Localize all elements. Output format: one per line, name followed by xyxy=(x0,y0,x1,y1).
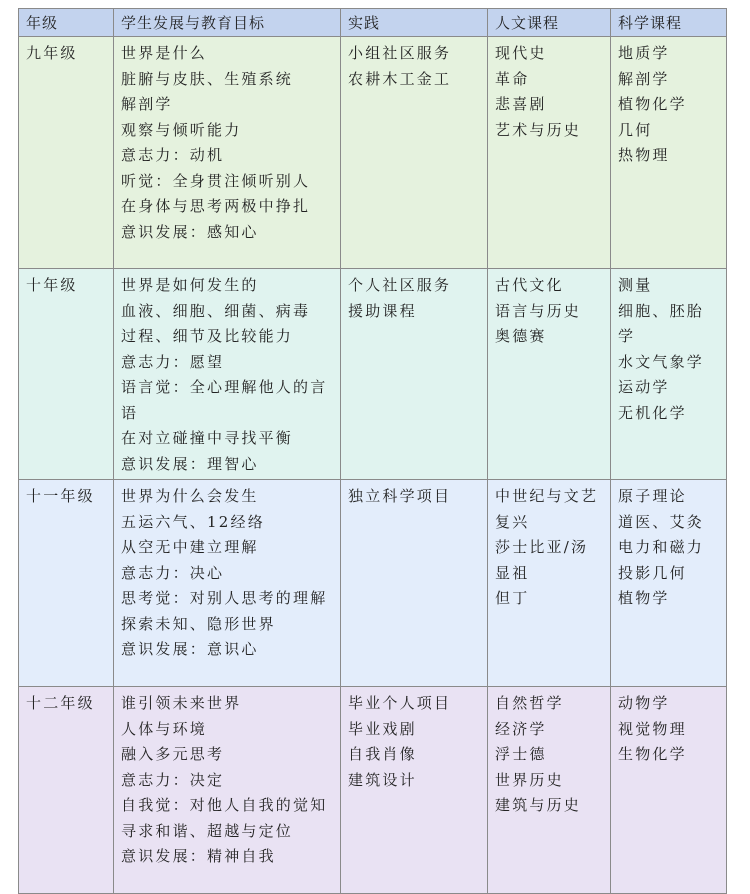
grade-label: 十一年级 xyxy=(26,487,95,505)
goal-item: 意识发展：感知心 xyxy=(121,222,259,241)
goal-item: 意志力：愿望 xyxy=(121,352,225,371)
science-item: 无机化学 xyxy=(618,403,687,422)
goal-item: 自我觉：对他人自我的觉知 xyxy=(121,796,328,814)
goals-cell xyxy=(114,480,341,687)
grade-cell xyxy=(19,480,114,687)
science-item: 原子理论 xyxy=(618,487,687,505)
grade-cell xyxy=(19,37,114,269)
table-row xyxy=(19,37,727,269)
goal-item: 人体与环境 xyxy=(121,719,208,738)
practice-cell xyxy=(341,687,488,894)
goal-item: 从空无中建立理解 xyxy=(121,538,259,556)
practice-item: 独立科学项目 xyxy=(348,487,452,505)
goal-item: 脏腑与皮肤、生殖系统 xyxy=(121,69,294,88)
goal-item: 探索未知、隐形世界 xyxy=(121,614,276,633)
humanities-item: 悲喜剧 xyxy=(495,95,547,113)
science-item: 生物化学 xyxy=(618,745,687,763)
goal-item: 世界为什么会发生 xyxy=(121,487,259,505)
practice-item: 援助课程 xyxy=(348,301,417,320)
science-item: 测量 xyxy=(618,276,653,294)
header-goals: 学生发展与教育目标 xyxy=(114,9,341,37)
goals-cell xyxy=(114,687,341,894)
goal-item: 在身体与思考两极中挣扎 xyxy=(121,197,311,215)
humanities-item: 现代史 xyxy=(495,44,547,62)
header-practice: 实践 xyxy=(341,9,488,37)
grade-cell xyxy=(19,687,114,894)
goal-item: 思考觉：对别人思考的理解 xyxy=(121,589,328,607)
practice-item: 农耕木工金工 xyxy=(348,69,452,88)
practice-cell xyxy=(341,269,488,480)
humanities-item: 浮士德 xyxy=(495,745,547,763)
goal-item: 意识发展：精神自我 xyxy=(121,847,276,865)
humanities-item: 艺术与历史 xyxy=(495,120,582,139)
goal-item: 语言觉：全心理解他人的言语 xyxy=(121,378,328,422)
grade-label: 十年级 xyxy=(26,276,78,294)
humanities-item: 建筑与历史 xyxy=(495,796,582,814)
practice-item: 毕业戏剧 xyxy=(348,719,417,738)
practice-item: 建筑设计 xyxy=(348,770,417,789)
science-cell xyxy=(611,269,727,480)
humanities-cell xyxy=(488,480,611,687)
practice-item: 个人社区服务 xyxy=(348,276,452,294)
goal-item: 观察与倾听能力 xyxy=(121,120,242,139)
humanities-item: 古代文化 xyxy=(495,276,564,294)
practice-item: 自我肖像 xyxy=(348,745,417,763)
science-item: 水文气象学 xyxy=(618,352,705,371)
grade-label: 十二年级 xyxy=(26,694,95,712)
science-cell xyxy=(611,480,727,687)
header-row xyxy=(19,9,727,37)
practice-cell xyxy=(341,480,488,687)
goal-item: 过程、细节及比较能力 xyxy=(121,327,294,345)
goals-cell xyxy=(114,269,341,480)
humanities-cell xyxy=(488,37,611,269)
goal-item: 寻求和谐、超越与定位 xyxy=(121,821,294,840)
table-row xyxy=(19,480,727,687)
table-row xyxy=(19,269,727,480)
goal-item: 世界是什么 xyxy=(121,44,208,62)
goal-item: 意志力：决定 xyxy=(121,770,225,789)
science-item: 运动学 xyxy=(618,378,670,396)
goal-item: 解剖学 xyxy=(121,95,173,113)
science-item: 视觉物理 xyxy=(618,719,687,738)
grade-cell xyxy=(19,269,114,480)
goal-item: 意志力：动机 xyxy=(121,146,225,164)
science-item: 几何 xyxy=(618,120,653,139)
goal-item: 意识发展：意识心 xyxy=(121,640,259,658)
header-grade: 年级 xyxy=(19,9,114,37)
science-item: 解剖学 xyxy=(618,69,670,88)
science-item: 道医、艾灸 xyxy=(618,512,705,531)
goal-item: 融入多元思考 xyxy=(121,745,225,763)
humanities-item: 革命 xyxy=(495,69,530,88)
goal-item: 在对立碰撞中寻找平衡 xyxy=(121,429,294,447)
humanities-cell xyxy=(488,687,611,894)
humanities-item: 语言与历史 xyxy=(495,301,582,320)
practice-cell xyxy=(341,37,488,269)
goal-item: 血液、细胞、细菌、病毒 xyxy=(121,301,311,320)
science-item: 植物学 xyxy=(618,589,670,607)
goal-item: 谁引领未来世界 xyxy=(121,694,242,712)
science-cell xyxy=(611,687,727,894)
humanities-item: 世界历史 xyxy=(495,770,564,789)
header-science: 科学课程 xyxy=(611,9,727,37)
goal-item: 世界是如何发生的 xyxy=(121,276,259,294)
curriculum-table-container xyxy=(18,8,726,894)
humanities-item: 奥德赛 xyxy=(495,327,547,345)
science-cell xyxy=(611,37,727,269)
table-row xyxy=(19,687,727,894)
goals-cell xyxy=(114,37,341,269)
humanities-item: 但丁 xyxy=(495,589,530,607)
science-item: 投影几何 xyxy=(618,563,687,582)
grade-label: 九年级 xyxy=(26,44,78,62)
science-item: 植物化学 xyxy=(618,95,687,113)
science-item: 细胞、胚胎学 xyxy=(618,301,705,345)
header-humanities: 人文课程 xyxy=(488,9,611,37)
curriculum-table xyxy=(18,8,727,894)
goal-item: 意志力：决心 xyxy=(121,563,225,582)
science-item: 电力和磁力 xyxy=(618,538,705,556)
science-item: 动物学 xyxy=(618,694,670,712)
humanities-item: 中世纪与文艺复兴 xyxy=(495,487,599,531)
science-item: 地质学 xyxy=(618,44,670,62)
humanities-cell xyxy=(488,269,611,480)
goal-item: 五运六气、12经络 xyxy=(121,512,265,531)
science-item: 热物理 xyxy=(618,146,670,164)
practice-item: 毕业个人项目 xyxy=(348,694,452,712)
humanities-item: 自然哲学 xyxy=(495,694,564,712)
goal-item: 听觉：全身贯注倾听别人 xyxy=(121,171,311,190)
goal-item: 意识发展：理智心 xyxy=(121,454,259,473)
humanities-item: 莎士比亚/汤显祖 xyxy=(495,538,589,582)
humanities-item: 经济学 xyxy=(495,719,547,738)
practice-item: 小组社区服务 xyxy=(348,44,452,62)
